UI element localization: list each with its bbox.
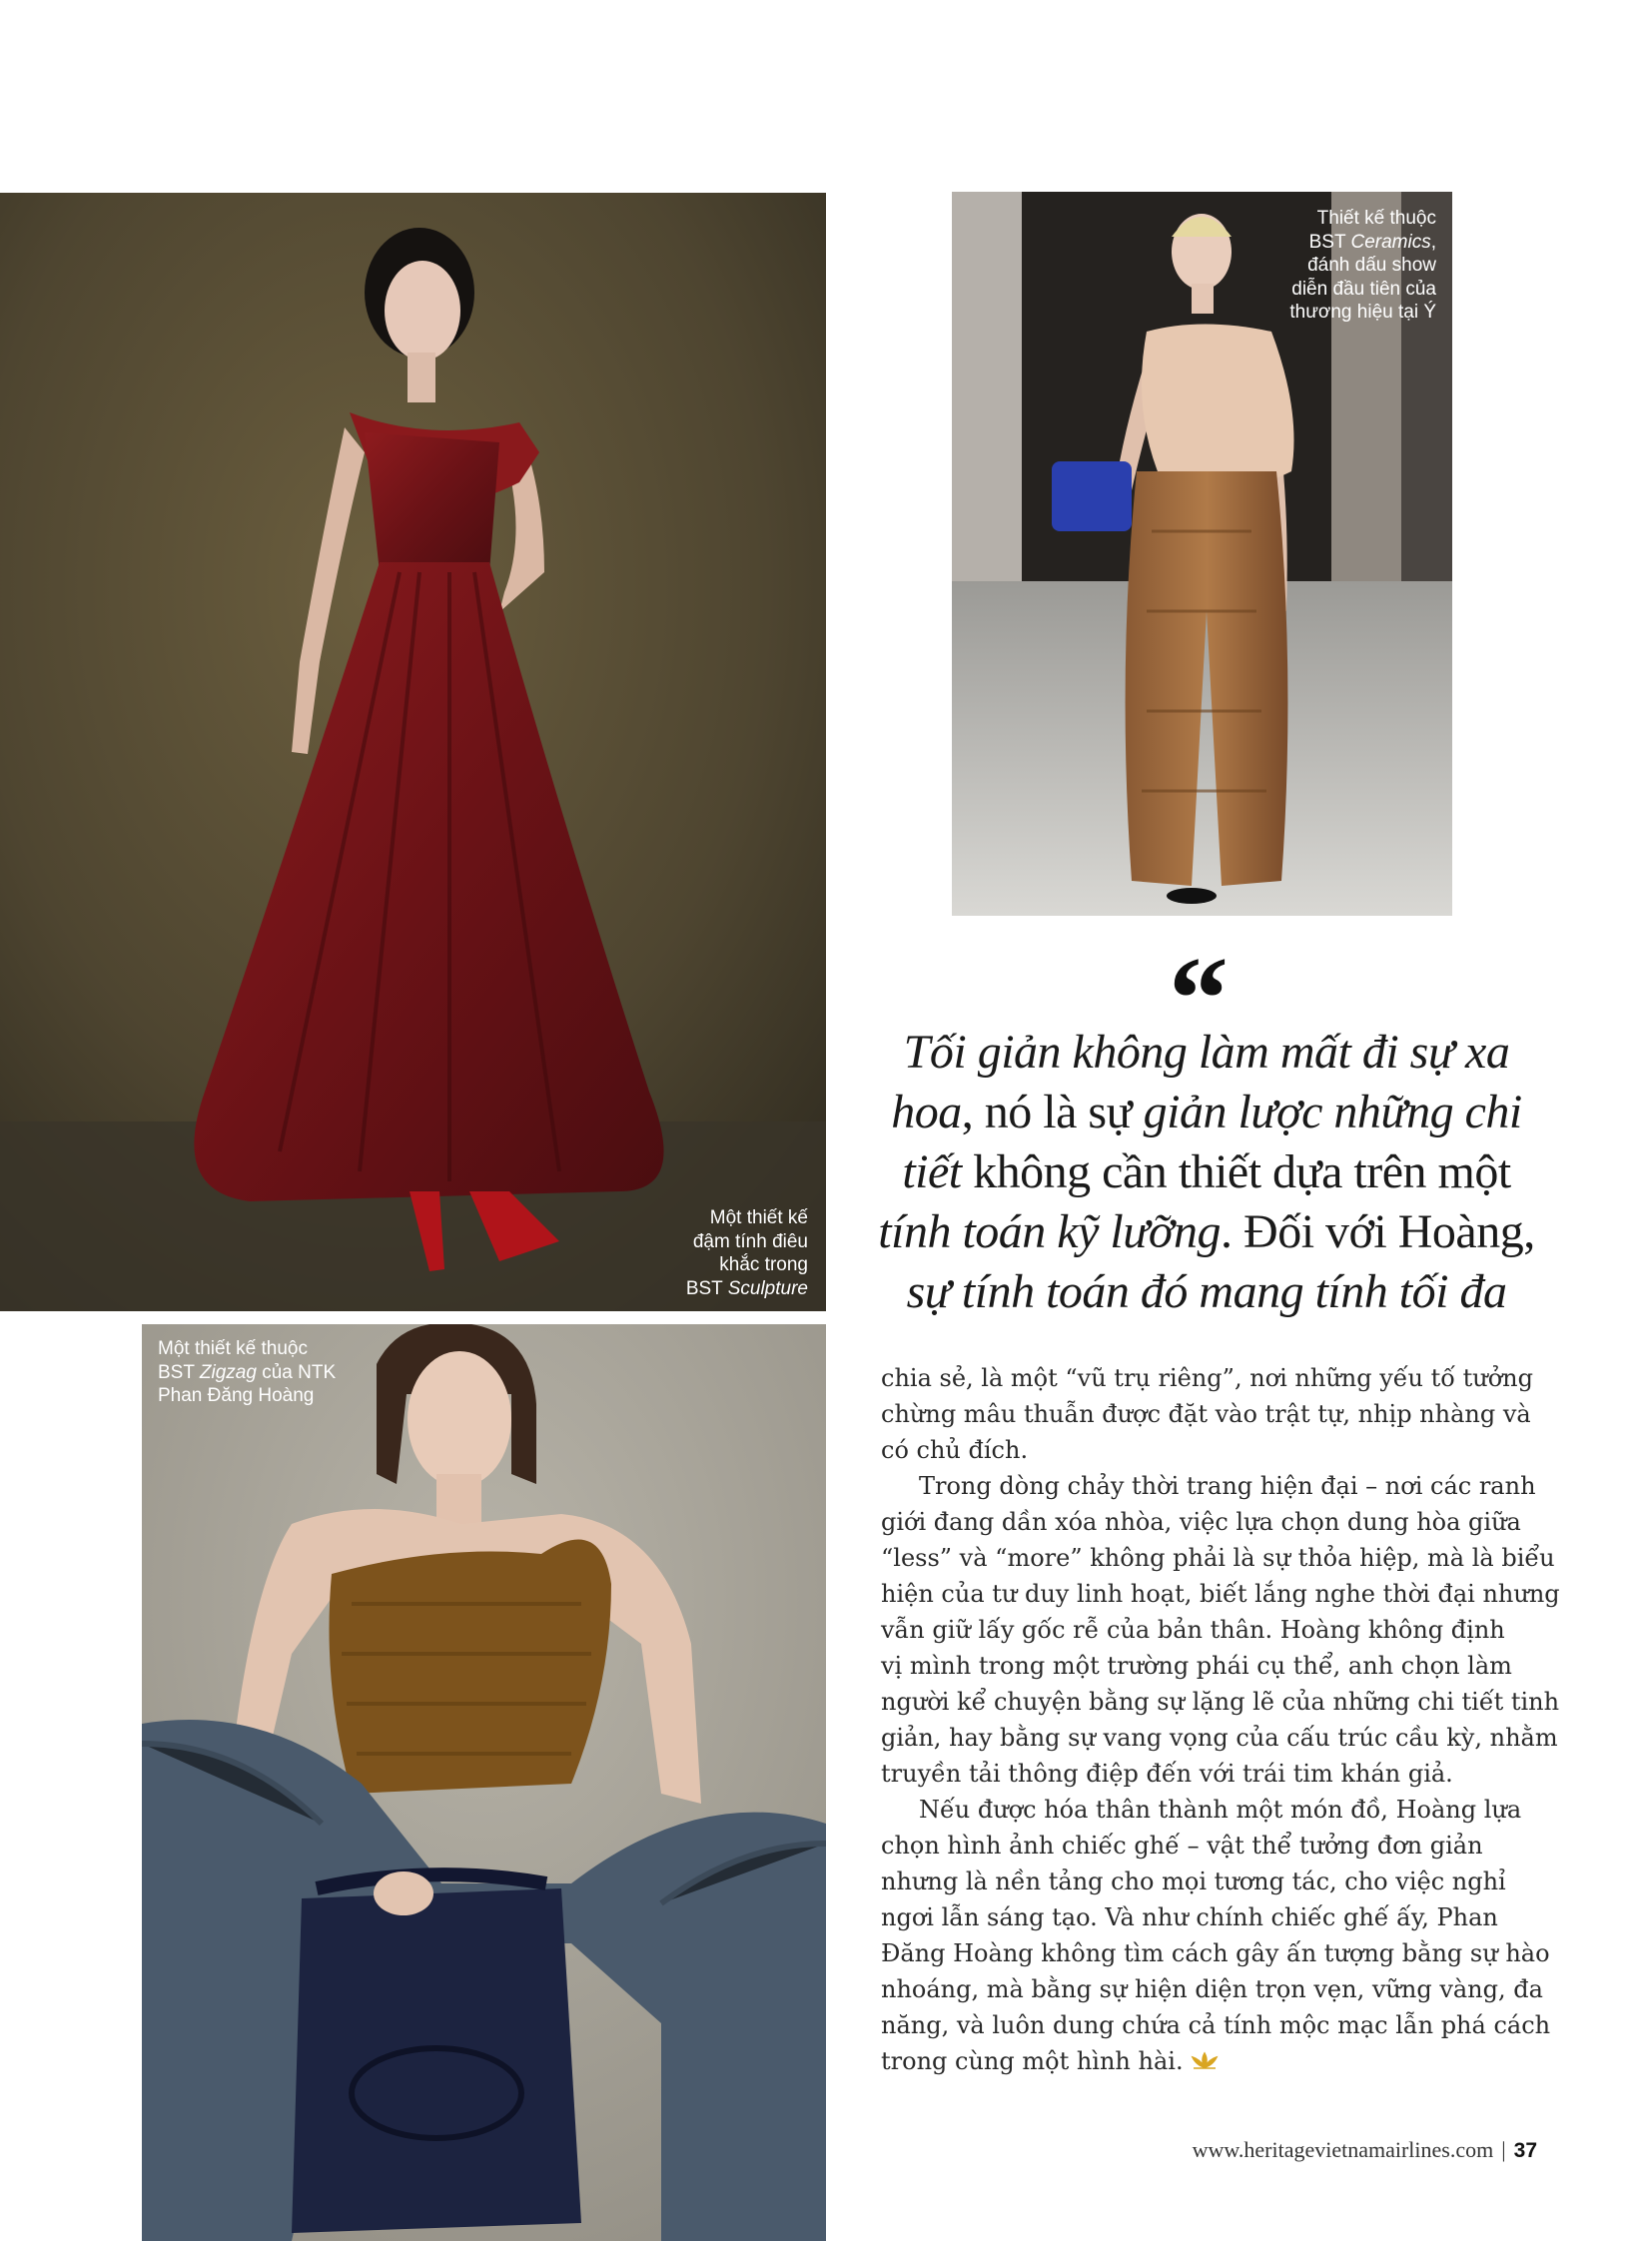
body-line: người kể chuyện bằng sự lặng lẽ của những chi tiết tinh — [881, 1688, 1560, 1716]
caption-line — [1289, 231, 1436, 255]
pull-quote-text: tiết — [902, 1145, 962, 1198]
pull-quote-text: . Đối với Hoàng, — [1221, 1205, 1535, 1258]
body-line: chia sẻ, là một “vũ trụ riêng”, nơi những yếu tố tưởng — [881, 1364, 1533, 1392]
caption-line: đậm tính điêu — [692, 1230, 808, 1252]
caption-line: Phan Đăng Hoàng — [158, 1385, 315, 1406]
caption-text: BST — [1308, 231, 1351, 253]
caption-sculpture — [686, 1206, 808, 1300]
page-number: 37 — [1513, 2139, 1537, 2162]
collection-name: Ceramics — [1350, 231, 1431, 253]
caption-text: BST — [685, 1277, 728, 1299]
body-line: Trong dòng chảy thời trang hiện đại – nơi các ranh — [919, 1472, 1536, 1500]
body-line: chừng mâu thuẫn được đặt vào trật tự, nhịp nhàng và — [881, 1400, 1531, 1428]
pull-quote-text: sự tính toán đó mang tính tối đa — [906, 1265, 1507, 1318]
article-body — [881, 1360, 1560, 2081]
body-line: năng, và luôn dung chứa cả tính mộc mạc lẫn phá cách — [881, 2011, 1551, 2039]
pull-quote-text: tính toán kỹ lưỡng — [878, 1205, 1222, 1258]
body-line: nhoáng, mà bằng sự hiện diện trọn vẹn, vững vàng, đa — [881, 1975, 1543, 2003]
caption-text: của NTK — [256, 1361, 337, 1383]
caption-line: đánh dấu show — [1307, 255, 1436, 276]
body-line: ngơi lẫn sáng tạo. Và như chính chiếc ghế ấy, Phan — [881, 1903, 1498, 1931]
pull-quote-text: Tối giản không làm mất đi sự xa — [903, 1026, 1510, 1079]
body-line: hiện của tư duy linh hoạt, biết lắng nghe thời đại nhưng — [881, 1580, 1560, 1608]
body-line: truyền tải thông điệp đến với trái tim khán giả. — [881, 1760, 1453, 1788]
photo-zigzag-seated — [142, 1324, 826, 2241]
footer-separator: | — [1501, 2137, 1506, 2162]
caption-line: thương hiệu tại Ý — [1289, 302, 1436, 323]
body-line: Đăng Hoàng không tìm cách gây ấn tượng bằng sự hào — [881, 1939, 1550, 1967]
pull-quote-line — [877, 1083, 1536, 1142]
body-line: “less” và “more” không phải là sự thỏa hiệp, mà là biểu — [881, 1544, 1555, 1572]
body-line: có chủ đích. — [881, 1436, 1029, 1464]
caption-line: Một thiết kế — [709, 1207, 808, 1228]
caption-line: khắc trong — [719, 1254, 808, 1275]
body-line: giới đang dần xóa nhòa, việc lựa chọn dung hòa giữa — [881, 1508, 1521, 1536]
caption-line — [686, 1277, 808, 1301]
caption-text: , — [1430, 231, 1436, 253]
pull-quote-text: giản lược những chi — [1143, 1086, 1522, 1138]
caption-zigzag — [158, 1337, 336, 1408]
lotus-end-icon — [1190, 2045, 1220, 2081]
body-line: vẫn giữ lấy gốc rễ của bản thân. Hoàng không định — [881, 1616, 1505, 1644]
body-text: trong cùng một hình hài. — [881, 2047, 1184, 2075]
body-line: chọn hình ảnh chiếc ghế – vật thể tưởng đơn giản — [881, 1832, 1483, 1860]
caption-text: BST — [158, 1361, 200, 1383]
pull-quote-line — [877, 1142, 1536, 1202]
caption-line: Thiết kế thuộc — [1316, 208, 1436, 229]
pull-quote-line — [877, 1262, 1536, 1322]
pull-quote-line — [877, 1202, 1536, 1262]
pull-quote-text: , nó là sự — [961, 1086, 1144, 1138]
photo-red-gown — [0, 193, 826, 1311]
quote-mark-icon: “ — [1169, 932, 1229, 1065]
body-line: giản, hay bằng sự vang vọng của cấu trúc cầu kỳ, nhằm — [881, 1724, 1558, 1752]
footer-url[interactable]: www.heritagevietnamairlines.com — [1192, 2137, 1494, 2162]
body-line: nhưng là nền tảng cho mọi tương tác, cho việc nghỉ — [881, 1868, 1506, 1895]
collection-name: Sculpture — [727, 1277, 808, 1299]
body-line: vị mình trong một trường phái cụ thể, anh chọn làm — [881, 1652, 1512, 1680]
pull-quote-text: không cần thiết dựa trên một — [961, 1145, 1511, 1198]
caption-line — [158, 1361, 336, 1385]
page-footer — [1193, 2137, 1537, 2163]
pull-quote-text: hoa — [891, 1086, 962, 1138]
body-line: Nếu được hóa thân thành một món đồ, Hoàng lựa — [919, 1796, 1522, 1824]
pull-quote-line — [877, 1023, 1536, 1083]
caption-ceramics — [1289, 207, 1436, 325]
caption-line: Một thiết kế thuộc — [158, 1338, 308, 1359]
collection-name: Zigzag — [199, 1361, 257, 1383]
caption-line: diễn đầu tiên của — [1291, 278, 1436, 300]
body-line — [881, 2043, 1540, 2081]
pull-quote — [877, 1023, 1536, 1322]
